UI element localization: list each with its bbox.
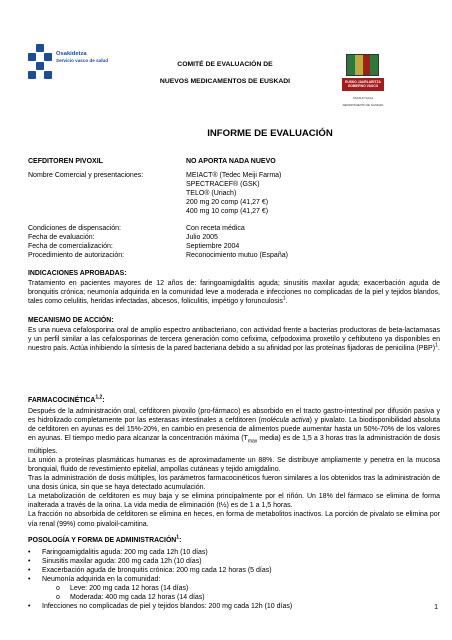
section-title-indicaciones: INDICACIONES APROBADAS:: [28, 270, 127, 277]
posologia-subitem: o Leve: 200 mg cada 12 horas (14 días): [56, 585, 189, 592]
mecanismo-text: Es una nueva cefalosporina oral de amplio espectro antibacteriano, con actividad frente a bacterias productoras de beta-lactamasas y un perfil similar a las cefalosporinas de tercera generación como cefixima, cefpodoxima proxetilo y ceftibuteno ya disponibles en nuestro país. Actúa inhibiendo la síntesis de la pared bacteriana debido a su afinidad por las proteínas fijadoras de penicilina (PBP)$^1$.: [28, 327, 440, 353]
detail-label: Fecha de evaluación:: [28, 234, 95, 241]
farmacocinetica-p5: La fracción no absorbida de cefditoren se elimina en heces, en forma de metabolitos inactivos. La porción de pivalato se elimina por vía renal (99%) como pivaloil-carnitina.: [28, 511, 440, 528]
presentation-item: TELO® (Uriach): [186, 190, 237, 197]
section-title-farmacocinetica: FARMACOCINÉTICA$^{1,2}$:: [28, 394, 105, 404]
osakidetza-subtitle: Servicio vasco de salud: [56, 58, 109, 63]
coat-of-arms-icon: [346, 54, 379, 76]
gobierno-vasco-logo: [336, 54, 390, 120]
detail-value: Septiembre 2004: [186, 243, 240, 250]
farmacocinetica-text: [28, 407, 440, 529]
presentations-label: Nombre Comercial y presentaciones:: [28, 172, 144, 179]
osakidetza-name: Osakidetza: [56, 51, 87, 57]
presentation-item: SPECTRACEF® (GSK): [186, 181, 260, 188]
presentation-item: 400 mg 10 comp (41,27 €): [186, 208, 269, 215]
detail-value: Reconocimiento mutuo (España): [186, 252, 288, 259]
posologia-subitem: o Moderada: 400 mg cada 12 horas (14 días): [56, 594, 205, 601]
committee-line-1: COMITÉ DE EVALUACIÓN DE: [177, 61, 273, 68]
report-title: INFORME DE EVALUACIÓN: [207, 128, 333, 139]
farmacocinetica-p2: La unión a proteínas plasmáticas humanas es de aproximadamente un 88%. Se distribuye ampliamente y penetra en la mucosa bronquial, fluido de revestimiento epitelial, ampollas cutáneas y tejido amigdalino.: [28, 456, 440, 473]
posologia-item: • Exacerbación aguda de bronquitis crónica: 200 mg cada 12 horas (5 días): [28, 567, 272, 574]
page-number: 1: [434, 604, 438, 611]
gov-department-es: DEPARTAMENTO DE SANIDAD: [342, 103, 384, 107]
osakidetza-mark-icon: [28, 44, 52, 82]
drug-verdict: NO APORTA NADA NUEVO: [186, 158, 276, 165]
indicaciones-text: Tratamiento en pacientes mayores de 12 años de: faringoamigdalitis aguda; sinusitis maxilar aguda; exacerbación aguda de bronquitis crónica; neumonía adquirida en la comunidad leve a moderada e infecciones no complicadas de la piel y tejidos blandos, tales como celulitis, heridas infectadas, abcesos, foliculitis, impétigo y forunculosis$^1$.: [28, 280, 440, 306]
detail-value: Con receta médica: [186, 225, 245, 232]
drug-name: CEFDITOREN PIVOXIL: [28, 158, 103, 165]
posologia-item: • Infecciones no complicadas de piel y tejidos blandos: 200 mg cada 12h (10 días): [28, 603, 293, 610]
farmacocinetica-p4: La metabolización de cefditoren es muy baja y se elimina principalmente por el riñón. Un 18% del fármaco se elimina de forma inalterada a través de la orina. La vida media de eliminación (t½) es de 1 a 1,5 horas.: [28, 493, 440, 510]
committee-line-2: NUEVOS MEDICAMENTOS DE EUSKADI: [159, 78, 291, 85]
gov-band: [342, 78, 384, 91]
section-title-posologia: POSOLOGÍA Y FORMA DE ADMINISTRACIÓN$^1$:: [28, 534, 182, 544]
detail-label: Condiciones de dispensación:: [28, 225, 122, 232]
farmacocinetica-p1: Después de la administración oral, cefditoren pivoxilo (pro-fármaco) es absorbido en el tracto gastro-intestinal por difusión pasiva y es hidrolizado completamente por las esterasas intestinales a cefditoren (molécula activa) y pivalato. La biodisponibilidad absoluta de cefditoren en ayunas es del 15%-20%, en cambio en presencia de alimentos puede aumentar hasta un 50%-70% de los valores en ayunas. El tiempo medio para alcanzar la concentración máxima ($T_{max}$ media) es de 1,5 a 3 horas tras la administración de dosis múltiples.: [28, 408, 441, 455]
detail-label: Fecha de comercialización:: [28, 243, 113, 250]
detail-value: Julio 2005: [186, 234, 218, 241]
posologia-item: • Sinusitis maxilar aguda: 200 mg cada 12h (10 días): [28, 558, 202, 565]
presentation-item: MEIACT® (Tedec Meiji Farma): [186, 172, 282, 179]
presentation-item: 200 mg 20 comp (41,27 €): [186, 199, 269, 206]
detail-label: Procedimiento de autorización:: [28, 252, 125, 259]
gov-band-line-1: EUSKO JAURLARITZA: [345, 79, 381, 84]
osakidetza-logo: [28, 44, 118, 86]
section-title-mecanismo: MECANISMO DE ACCIÓN:: [28, 317, 114, 324]
gov-band-line-2: GOBIERNO VASCO: [347, 83, 379, 88]
farmacocinetica-p3: Tras la administración de dosis múltiples, los parámetros farmacocinéticos fueron similares a los obtenidos tras la administración de una dosis única, sin que se haya detectado acumulación.: [28, 475, 440, 492]
gov-department-eu: OSASUN SAILA: [352, 96, 374, 100]
posologia-item: • Neumonía adquirida en la comunidad:: [28, 576, 161, 583]
posologia-item: • Faringoamigdalitis aguda: 200 mg cada 12h (10 días): [28, 549, 208, 556]
